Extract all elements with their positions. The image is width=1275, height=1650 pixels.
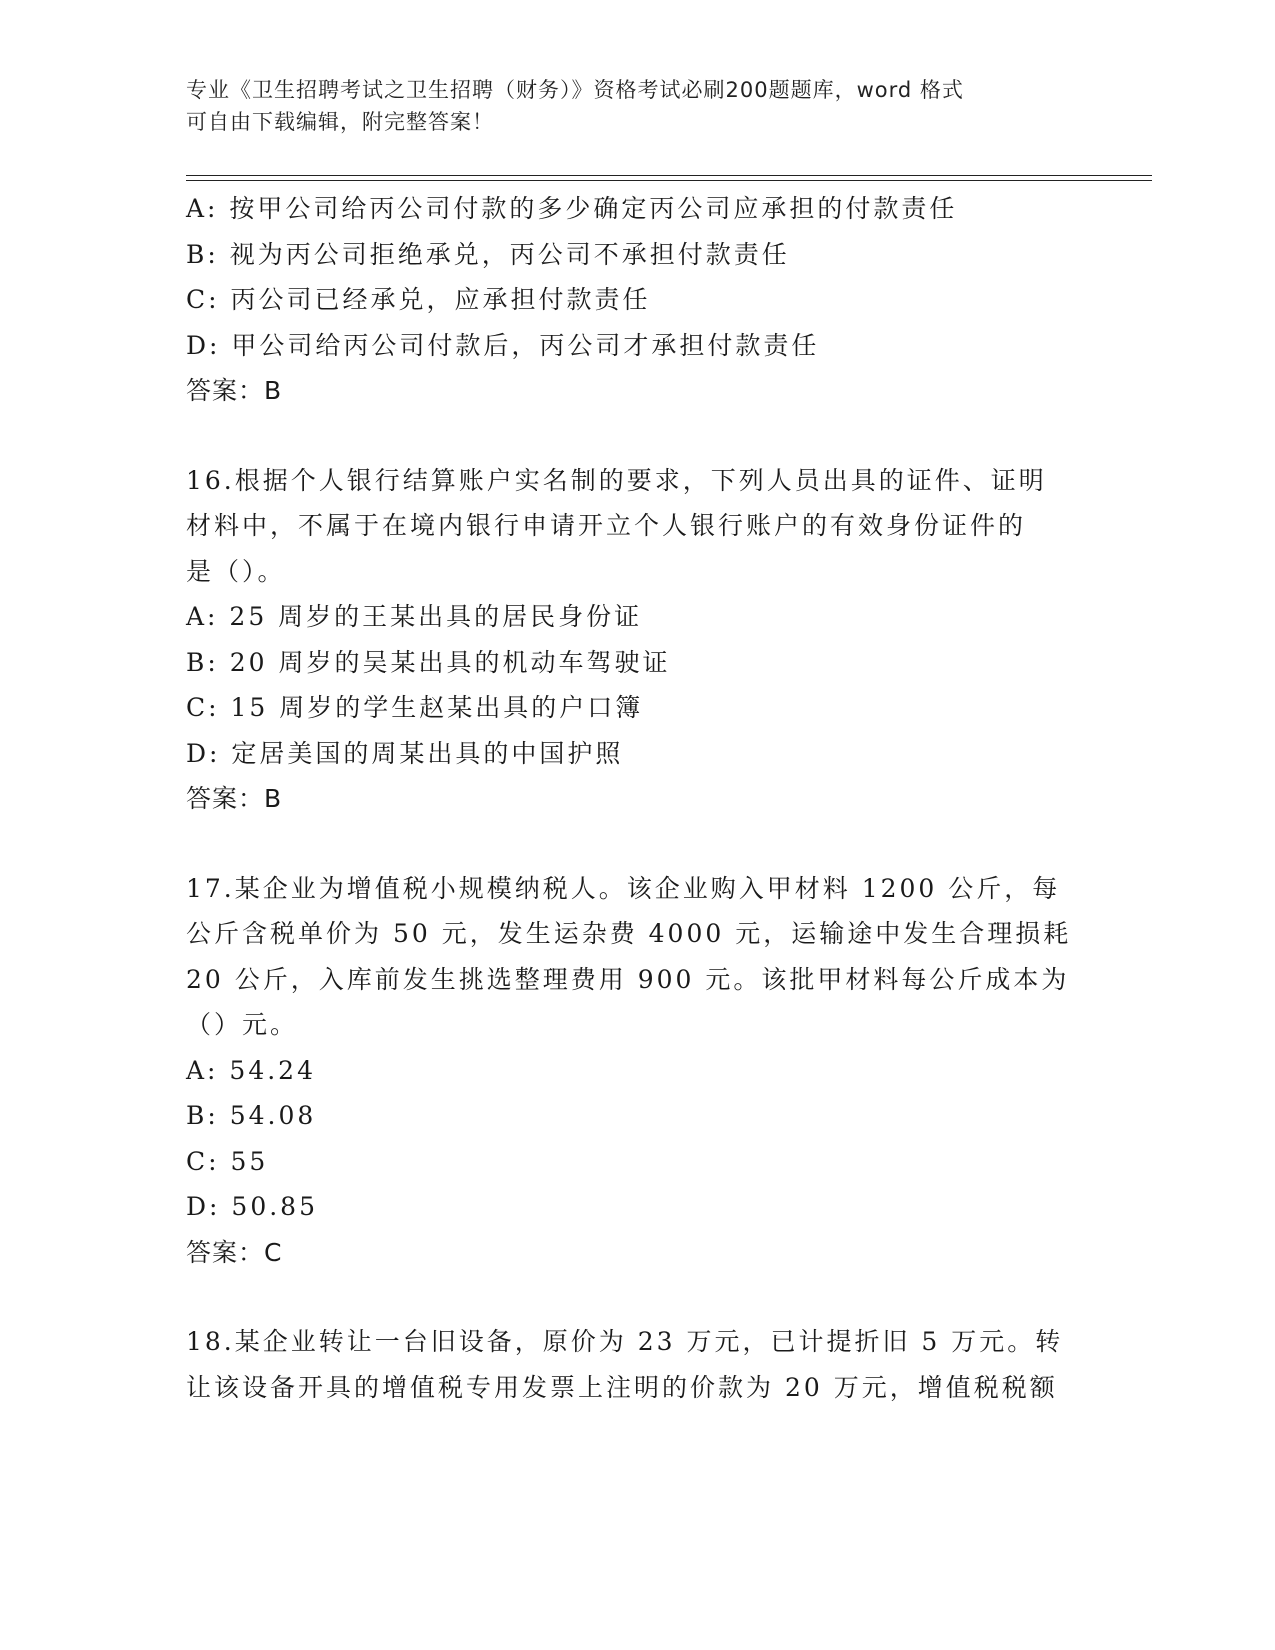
question-stem-line: 18.某企业转让一台旧设备，原价为 23 万元，已计提折旧 5 万元。转 — [186, 1327, 1064, 1356]
option-d: D: 50.85 — [186, 1192, 318, 1221]
answer: 答案：C — [186, 1237, 283, 1267]
option-a: A: 按甲公司给丙公司付款的多少确定丙公司应承担的付款责任 — [186, 194, 958, 223]
header-title-line-2: 可自由下载编辑，附完整答案！ — [186, 110, 494, 134]
option-b: B: 20 周岁的吴某出具的机动车驾驶证 — [186, 647, 671, 677]
question-stem-line: 17.某企业为增值税小规模纳税人。该企业购入甲材料 1200 公斤，每 — [186, 873, 1061, 903]
question-stem-line: （）元。 — [186, 1010, 299, 1039]
question-stem-line: 材料中，不属于在境内银行申请开立个人银行账户的有效身份证件的 — [186, 511, 1027, 540]
spacer — [186, 1275, 1066, 1319]
question-18 — [186, 1319, 1066, 1410]
question-content — [186, 186, 1072, 1410]
question-stem-line: 公斤含税单价为 50 元，发生运杂费 4000 元，运输途中发生合理损耗 — [186, 919, 1072, 948]
spacer — [186, 822, 1066, 866]
option-b: B: 视为丙公司拒绝承兑，丙公司不承担付款责任 — [186, 239, 790, 269]
question-15 — [186, 186, 1066, 414]
option-d: D: 定居美国的周某出具的中国护照 — [186, 738, 624, 768]
answer: 答案：B — [186, 376, 283, 405]
question-16 — [186, 458, 1066, 822]
spacer — [186, 414, 1066, 458]
header-title-line-1: 专业《卫生招聘考试之卫生招聘（财务）》资格考试必刷200题题库，word 格式 — [186, 78, 964, 102]
option-a: A: 25 周岁的王某出具的居民身份证 — [186, 602, 643, 631]
question-stem-line: 让该设备开具的增值税专用发票上注明的价款为 20 万元，增值税税额 — [186, 1372, 1058, 1402]
document-header — [186, 74, 1066, 138]
question-stem-line: 20 公斤，入库前发生挑选整理费用 900 元。该批甲材料每公斤成本为 — [186, 964, 1070, 994]
option-c: C: 15 周岁的学生赵某出具的户口簿 — [186, 693, 644, 722]
header-divider-top — [186, 175, 1152, 176]
question-stem-line: 是（）。 — [186, 556, 286, 586]
option-d: D: 甲公司给丙公司付款后，丙公司才承担付款责任 — [186, 330, 820, 360]
option-c: C: 55 — [186, 1146, 269, 1176]
header-divider-bottom — [186, 180, 1152, 181]
answer: 答案：B — [186, 784, 283, 813]
question-stem-line: 16.根据个人银行结算账户实名制的要求，下列人员出具的证件、证明 — [186, 465, 1047, 495]
option-a: A: 54.24 — [186, 1055, 316, 1085]
question-17 — [186, 866, 1072, 1276]
option-c: C: 丙公司已经承兑，应承担付款责任 — [186, 285, 651, 314]
option-b: B: 54.08 — [186, 1101, 317, 1130]
